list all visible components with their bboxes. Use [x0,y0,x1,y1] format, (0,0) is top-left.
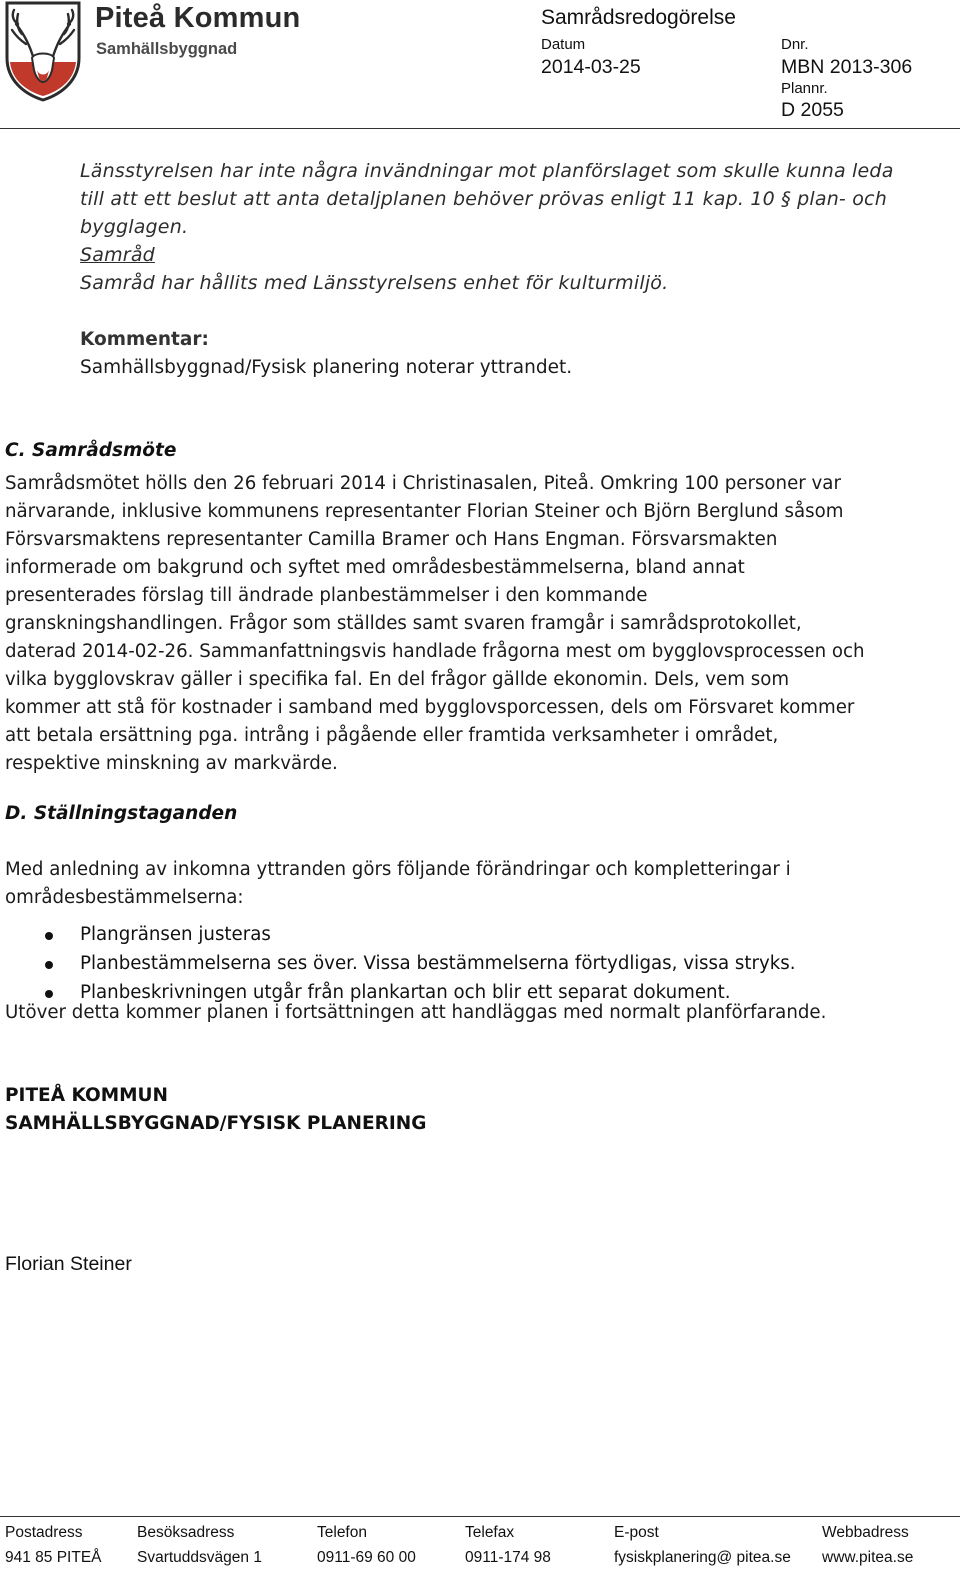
postadress-value: 941 85 PITEÅ [5,1549,102,1566]
kommentar-text: Samhällsbyggnad/Fysisk planering noterar yttrandet. [80,357,573,378]
samrad-text: Samråd har hållits med Länsstyrelsens enhet för kulturmiljö. [80,272,669,294]
kommentar-label: Kommentar: [80,329,209,350]
signature-org-line-1: PITEÅ KOMMUN [5,1085,169,1106]
section-c-line: vilka bygglovskrav gäller i specifika fal. En del frågor gällde ekonomin. Dels, vem som [5,669,790,690]
plannr-value: D 2055 [781,99,844,121]
section-c-heading: C. Samrådsmöte [5,440,177,461]
webbadress-label: Webbadress [822,1524,909,1541]
section-c-line: presenterades förslag till ändrade planbestämmelser i den kommande [5,585,648,606]
list-item: Planbestämmelserna ses över. Vissa bestämmelserna förtydligas, vissa stryks. [5,953,796,982]
besoksadress-value: Svartuddsvägen 1 [137,1549,262,1566]
decisions-list [5,924,796,1011]
section-c-line: granskningshandlingen. Frågor som ställdes samt svaren framgår i samrådsprotokollet, [5,613,802,634]
document-type: Samrådsredogörelse [541,6,736,29]
intro-line-3: bygglagen. [80,216,189,238]
telefax-label: Telefax [465,1524,515,1541]
section-c-line: respektive minskning av markvärde. [5,753,338,774]
reindeer-shield-logo-icon [4,0,82,102]
signature-org-line-2: SAMHÄLLSBYGGNAD/FYSISK PLANERING [5,1113,427,1134]
date-value: 2014-03-25 [541,56,641,78]
dnr-label: Dnr. [781,36,809,53]
telefon-label: Telefon [317,1524,367,1541]
section-d-heading: D. Ställningstaganden [5,803,238,824]
date-label: Datum [541,36,586,53]
org-department: Samhällsbyggnad [96,40,238,58]
section-c-line: informerade om bakgrund och syftet med områdesbestämmelserna, bland annat [5,557,745,578]
epost-label: E-post [614,1524,659,1541]
epost-value[interactable]: fysiskplanering@ pitea.se [614,1549,791,1566]
list-item: Plangränsen justeras [5,924,796,953]
intro-line-2: till att ett beslut att anta detaljplanen behöver prövas enligt 11 kap. 10 § plan- och [80,188,887,210]
header-divider [0,128,960,129]
plannr-label: Plannr. [781,80,828,97]
signatory-name: Florian Steiner [5,1253,132,1275]
telefon-value: 0911-69 60 00 [317,1549,416,1566]
section-c-paragraph [5,470,955,778]
section-d-closing: Utöver detta kommer planen i fortsättningen att handläggas med normalt planförfarande. [5,1002,827,1023]
section-c-line: kommer att stå för kostnader i samband med bygglovsporcessen, dels om Försvaret kommer [5,697,855,718]
section-d-intro-line-2: områdesbestämmelserna: [5,887,244,908]
section-c-line: att betala ersättning pga. intrång i pågående eller framtida verksamheter i området, [5,725,779,746]
postadress-label: Postadress [5,1524,83,1541]
section-c-line: närvarande, inklusive kommunens representanter Florian Steiner och Björn Berglund såsom [5,501,844,522]
besoksadress-label: Besöksadress [137,1524,235,1541]
webbadress-value[interactable]: www.pitea.se [822,1549,914,1566]
list-item: Planbeskrivningen utgår från plankartan och blir ett separat dokument. [5,982,796,1011]
section-d-intro-line-1: Med anledning av inkomna yttranden görs följande förändringar och kompletteringar i [5,859,791,880]
section-c-line: daterad 2014-02-26. Sammanfattningsvis handlade frågorna mest om bygglovsprocessen och [5,641,865,662]
footer-divider [0,1516,960,1517]
section-c-line: Försvarsmaktens representanter Camilla Bramer och Hans Engman. Försvarsmakten [5,529,778,550]
dnr-value: MBN 2013-306 [781,56,913,78]
section-c-line: Samrådsmötet hölls den 26 februari 2014 i Christinasalen, Piteå. Omkring 100 personer var [5,473,841,494]
org-name: Piteå Kommun [95,2,301,34]
samrad-heading: Samråd [80,244,155,266]
telefax-value: 0911-174 98 [465,1549,551,1566]
intro-line-1: Länsstyrelsen har inte några invändningar mot planförslaget som skulle kunna leda [80,160,894,182]
